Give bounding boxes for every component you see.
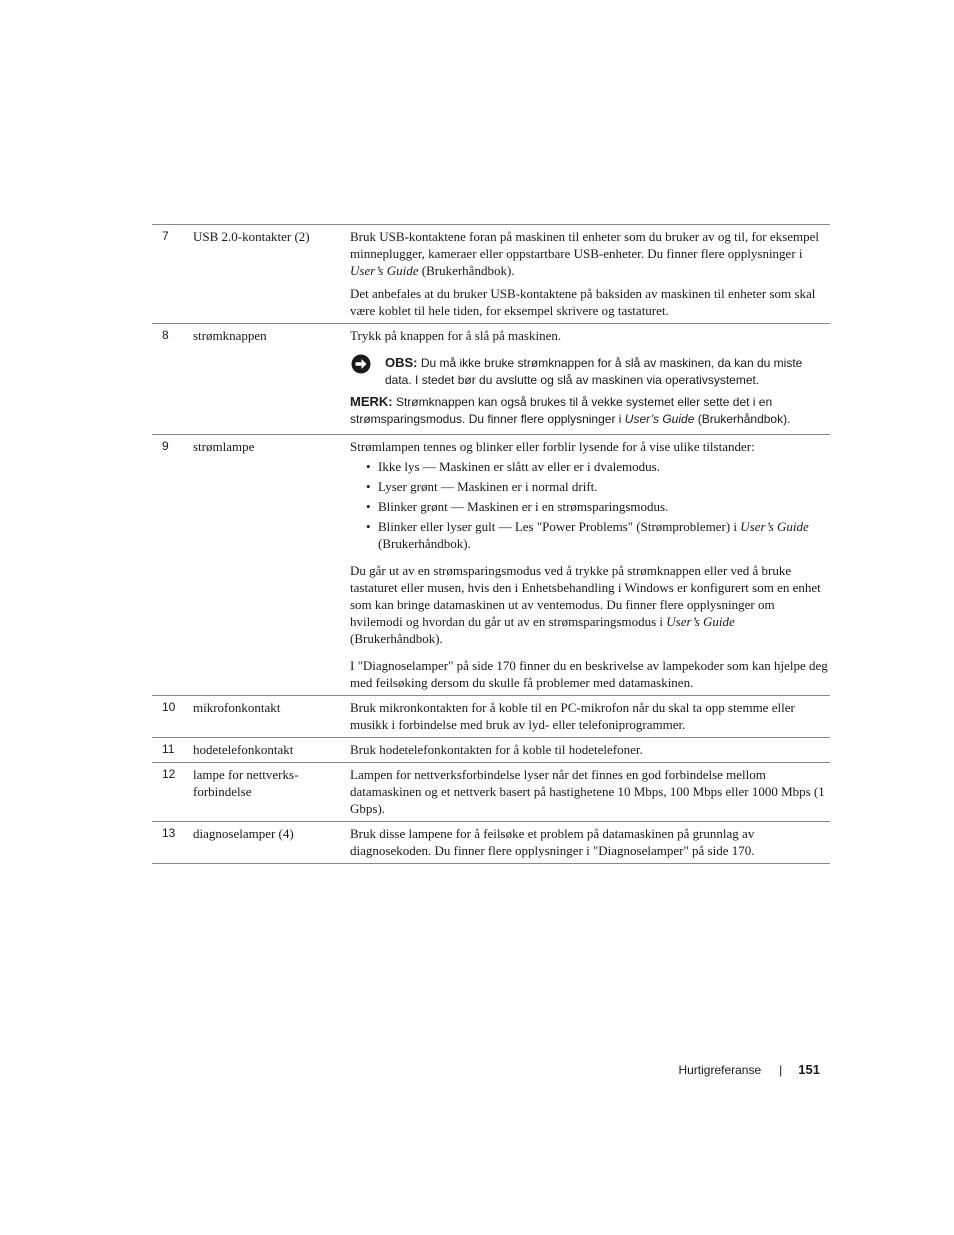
item-name: diagnoselamper (4) — [193, 826, 294, 841]
item-description — [350, 228, 828, 319]
notice-label: OBS: — [385, 355, 418, 370]
description-paragraph: Strømlampen tennes og blinker eller forblir lysende for å vise ulike tilstander: — [350, 439, 755, 454]
item-name: strømknappen — [193, 328, 267, 343]
guide-title: User’s Guide — [350, 263, 419, 278]
list-item: • Ikke lys — Maskinen er slått av eller er i dvalemodus. — [366, 459, 660, 474]
bullet-icon: • — [366, 519, 371, 534]
state-list — [350, 458, 828, 552]
table-row — [152, 225, 830, 324]
notice-arrow-icon — [351, 354, 371, 374]
list-item: • Lyser grønt — Maskinen er i normal drift. — [366, 479, 598, 494]
table-row — [152, 822, 830, 864]
description-paragraph: Bruk disse lampene for å feilsøke et problem på datamaskinen på grunnlag av diagnosekoden. Du finner flere opplysninger i "Diagnoselamper" på side 170. — [350, 826, 755, 858]
description-paragraph: Bruk USB-kontaktene foran på maskinen til enheter som du bruker av og til, for eksempel minneplugger, kameraer eller oppstartbare USB-enheter. Du finner flere opplysninger i User’s Guide (Brukerhåndbok). — [350, 229, 819, 278]
guide-title: User’s Guide — [666, 614, 735, 629]
section-title: Hurtigreferanse — [678, 1063, 762, 1077]
description-paragraph: Bruk hodetelefonkontakten for å koble til hodetelefoner. — [350, 742, 643, 757]
reference-table — [152, 224, 830, 864]
item-number: 13 — [162, 826, 176, 840]
description-paragraph: Lampen for nettverksforbindelse lyser når det finnes en god forbindelse mellom datamaskinen og et nettverk basert på hastighetene 10 Mbps, 100 Mbps eller 1000 Mbps (1 Gbps). — [350, 767, 825, 816]
guide-title: User’s Guide — [740, 519, 809, 534]
item-description — [350, 438, 828, 691]
description-paragraph: I "Diagnoselamper" på side 170 finner du en beskrivelse av lampekoder som kan hjelpe deg med feilsøking dersom du skulle få problemer med datamaskinen. — [350, 658, 828, 690]
notice-text: Du må ikke bruke strømknappen for å slå av maskinen, da kan du miste data. I stedet bør du avslutte og slå av maskinen via operativsystemet. — [385, 356, 803, 387]
item-name: lampe for nettverks-forbindelse — [193, 767, 299, 799]
bullet-icon: • — [366, 459, 371, 474]
item-name: hodetelefonkontakt — [193, 742, 294, 757]
item-number: 12 — [162, 767, 176, 781]
table-row — [152, 763, 830, 822]
table-row — [152, 324, 830, 435]
guide-title: User’s Guide — [624, 412, 695, 426]
list-item: • Blinker grønt — Maskinen er i en strømsparingsmodus. — [366, 499, 669, 514]
item-number: 8 — [162, 328, 169, 342]
bullet-icon: • — [366, 499, 371, 514]
item-description — [350, 825, 828, 859]
description-paragraph: Du går ut av en strømsparingsmodus ved å trykke på strømknappen eller ved å bruke tastaturet eller musen, hvis den i Enhetsbehandling i Windows er konfigurert som en enhet som kan bringe datamaskinen ut av ventemodus. Du finner flere opplysninger om hvilemodi og hvordan du går ut av en strømsparingsmodus i User’s Guide (Brukerhåndbok). — [350, 563, 821, 646]
footer-separator: | — [779, 1063, 783, 1077]
item-number: 10 — [162, 700, 176, 714]
note-label: MERK: — [350, 394, 393, 409]
table-row — [152, 738, 830, 763]
item-description — [350, 741, 828, 758]
item-description — [350, 766, 828, 817]
item-name: mikrofonkontakt — [193, 700, 281, 715]
page-footer — [678, 1062, 820, 1078]
notice-box — [350, 354, 828, 389]
table-row — [152, 696, 830, 738]
description-paragraph: Det anbefales at du bruker USB-kontaktene på baksiden av maskinen til enheter som skal være koblet til hele tiden, for eksempel skrivere og tastaturet. — [350, 286, 816, 318]
item-description — [350, 327, 828, 428]
item-number: 7 — [162, 229, 169, 243]
table-row — [152, 435, 830, 696]
description-paragraph: Trykk på knappen for å slå på maskinen. — [350, 328, 562, 343]
page-number: 151 — [798, 1062, 820, 1077]
item-number: 11 — [162, 742, 175, 756]
list-item: • Blinker eller lyser gult — Les "Power Problems" (Strømproblemer) i User’s Guide (Brukerhåndbok). — [366, 519, 809, 551]
bullet-icon: • — [366, 479, 371, 494]
item-name: strømlampe — [193, 439, 255, 454]
note-box: MERK: Strømknappen kan også brukes til å vekke systemet eller sette det i en strømsparingsmodus. Du finner flere opplysninger i User’s Guide (Brukerhåndbok). — [350, 394, 791, 426]
description-paragraph: Bruk mikronkontakten for å koble til en PC-mikrofon når du skal ta opp stemme eller musikk i forbindelse med bruk av lyd- eller telefoniprogrammer. — [350, 700, 795, 732]
item-name: USB 2.0-kontakter (2) — [193, 229, 310, 244]
item-description — [350, 699, 828, 733]
item-number: 9 — [162, 439, 169, 453]
